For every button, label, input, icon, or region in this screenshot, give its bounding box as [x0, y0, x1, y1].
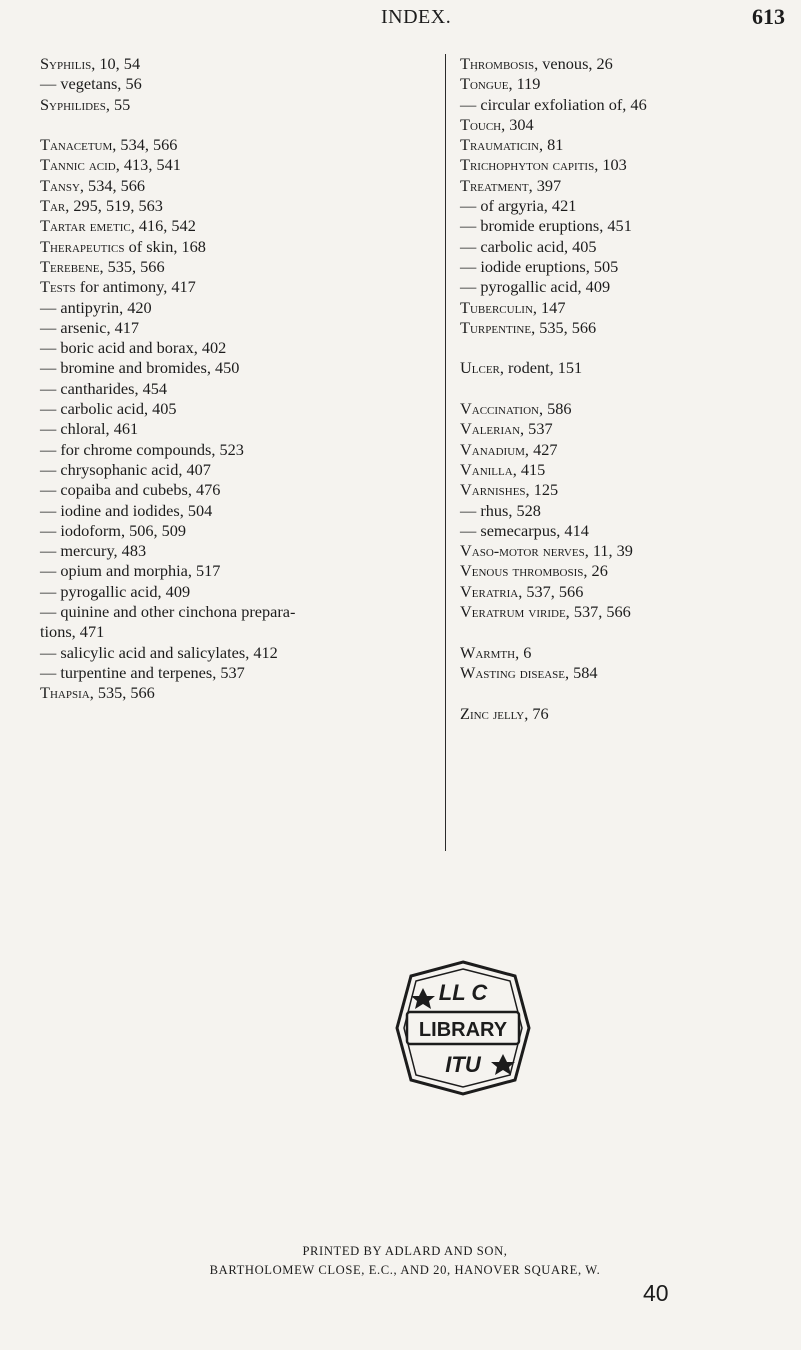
- index-entry: [460, 74, 790, 94]
- index-term: Varnishes: [460, 480, 526, 500]
- index-entry: [460, 54, 790, 74]
- library-stamp-icon: [393, 958, 533, 1098]
- index-subentry: — quinine and other cinchona prepara-: [40, 602, 296, 622]
- index-entry: [460, 176, 790, 196]
- index-entry: [460, 155, 790, 175]
- index-subentry: — copaiba and cubebs, 476: [40, 480, 221, 500]
- index-locator: , 81: [539, 135, 564, 155]
- index-entry: [460, 480, 790, 500]
- entry-gap: [40, 115, 430, 135]
- index-subentry: — rhus, 528: [460, 500, 541, 520]
- index-entry: [460, 643, 790, 663]
- index-locator: , 427: [524, 439, 558, 459]
- index-entry: [40, 155, 430, 175]
- index-term: Zinc jelly: [460, 703, 525, 723]
- index-subentry: — bromide eruptions, 451: [460, 216, 632, 236]
- index-term: Ulcer: [460, 358, 500, 378]
- index-term: Vaso-motor nerves: [460, 541, 585, 561]
- index-entry: [40, 135, 430, 155]
- index-entry: [460, 399, 790, 419]
- index-subentry: — iodide eruptions, 505: [460, 256, 619, 276]
- index-subentry: — pyrogallic acid, 409: [460, 277, 611, 297]
- index-term: Trichophyton capitis: [460, 155, 595, 175]
- index-locator: , 103: [594, 155, 627, 175]
- index-term: Tuberculin: [460, 297, 533, 317]
- index-entry: [40, 683, 430, 703]
- index-locator: , 535, 566: [99, 256, 165, 276]
- index-term: Vaccination: [460, 399, 539, 419]
- entry-gap: [460, 338, 790, 358]
- entry-gap: [460, 683, 790, 703]
- index-subentry: — boric acid and borax, 402: [40, 338, 227, 358]
- index-locator: , 537: [520, 419, 553, 439]
- index-term: Tar: [40, 196, 66, 216]
- library-stamp: [393, 958, 533, 1098]
- index-subentry: — semecarpus, 414: [460, 520, 589, 540]
- index-locator: , 416, 542: [130, 216, 196, 236]
- index-subentry: — antipyrin, 420: [40, 297, 152, 317]
- index-locator: , 584: [565, 662, 598, 682]
- index-entry: [460, 318, 790, 338]
- index-entry: [460, 582, 790, 602]
- stamp-star-icon: [411, 988, 435, 1009]
- index-locator: , 55: [105, 94, 131, 114]
- index-term: Veratrum viride: [460, 602, 566, 622]
- index-entry: [460, 663, 790, 683]
- index-locator: of skin, 168: [124, 236, 206, 256]
- index-locator: , 11, 39: [584, 541, 633, 561]
- index-term: Traumaticin: [460, 135, 540, 155]
- index-entry: [460, 135, 790, 155]
- entry-gap: [460, 622, 790, 642]
- index-locator: , 26: [583, 561, 608, 581]
- index-term: Syphilis: [40, 54, 92, 73]
- index-locator: , 413, 541: [115, 155, 181, 175]
- page-header: [0, 0, 801, 40]
- index-locator: , 125: [525, 480, 559, 500]
- printer-imprint: [40, 1242, 770, 1280]
- index-column-left: [40, 54, 430, 704]
- stamp-top-text: LL C: [438, 980, 488, 1005]
- index-entry: [40, 95, 430, 115]
- index-term: Turpentine: [460, 317, 532, 337]
- index-term: Vanadium: [460, 439, 525, 459]
- index-locator: , 535, 566: [531, 317, 597, 337]
- index-subentry: — chloral, 461: [40, 419, 139, 439]
- index-locator: , 586: [538, 399, 572, 419]
- page-number: 613: [752, 4, 785, 29]
- index-subentry: — opium and morphia, 517: [40, 561, 221, 581]
- index-subentry: — circular exfoliation of, 46: [460, 94, 647, 114]
- index-locator: , 537, 566: [565, 602, 631, 622]
- index-locator: , 397: [528, 175, 562, 195]
- index-locator: , 534, 566: [112, 135, 178, 155]
- index-column-right: [460, 54, 790, 724]
- index-subentry: — iodine and iodides, 504: [40, 500, 213, 520]
- index-entry: [460, 115, 790, 135]
- index-entry: [460, 460, 790, 480]
- index-locator: , 295, 519, 563: [65, 196, 163, 216]
- printer-line-1: PRINTED BY ADLARD AND SON,: [302, 1244, 508, 1258]
- index-locator: for antimony, 417: [75, 277, 196, 297]
- index-subentry: — turpentine and terpenes, 537: [40, 662, 245, 682]
- index-term: Venous thrombosis: [460, 561, 584, 581]
- index-entry: [40, 237, 430, 257]
- running-head: INDEX.: [381, 6, 452, 28]
- index-subentry: — cantharides, 454: [40, 378, 168, 398]
- index-locator: , 534, 566: [79, 175, 146, 195]
- index-entry: [40, 257, 430, 277]
- index-term: Tannic acid: [40, 155, 116, 175]
- index-subentry: — bromine and bromides, 450: [40, 358, 240, 378]
- index-entry: [460, 298, 790, 318]
- printer-line-2: BARTHOLOMEW CLOSE, E.C., AND 20, HANOVER SQUARE, W.: [209, 1263, 601, 1277]
- entry-gap: [460, 379, 790, 399]
- index-subentry: — salicylic acid and salicylates, 412: [40, 642, 278, 662]
- index-term: Thrombosis: [460, 54, 535, 73]
- index-term: Tanacetum: [40, 135, 113, 155]
- index-term: Tests: [40, 277, 76, 297]
- index-term: Thapsia: [40, 683, 90, 703]
- index-locator: , 6: [515, 642, 532, 662]
- index-term: Tartar emetic: [40, 216, 131, 236]
- index-term: Syphilides: [40, 94, 106, 114]
- stamp-bottom-text: ITU: [445, 1052, 481, 1077]
- index-subentry: — pyrogallic acid, 409: [40, 581, 191, 601]
- index-term: Wasting disease: [460, 662, 565, 682]
- index-entry: [460, 602, 790, 622]
- index-locator: , 147: [532, 297, 566, 317]
- index-term: Vanilla: [460, 459, 513, 479]
- index-entry: [40, 277, 430, 297]
- index-entry: [460, 358, 790, 378]
- index-subentry: — chrysophanic acid, 407: [40, 459, 211, 479]
- index-term: Warmth: [460, 642, 516, 662]
- index-term: Terebene: [40, 256, 100, 276]
- index-term: Tansy: [40, 175, 80, 195]
- index-entry: [460, 440, 790, 460]
- index-term: Tongue: [460, 74, 509, 94]
- index-subentry: — vegetans, 56: [40, 74, 142, 94]
- index-locator: , 76: [524, 703, 549, 723]
- index-entry: [40, 196, 430, 216]
- index-entry: [460, 704, 790, 724]
- index-locator: , 537, 566: [518, 581, 584, 601]
- index-subentry: — for chrome compounds, 523: [40, 439, 244, 459]
- index-subentry: — arsenic, 417: [40, 317, 140, 337]
- index-locator: , rodent, 151: [499, 358, 583, 378]
- index-term: Valerian: [460, 419, 521, 439]
- stamp-middle-text: LIBRARY: [418, 1019, 508, 1041]
- index-entry-continuation: tions, 471: [40, 622, 105, 642]
- index-entry: [40, 216, 430, 236]
- index-term: Treatment: [460, 175, 529, 195]
- index-subentry: — of argyria, 421: [460, 196, 577, 216]
- index-subentry: — iodoform, 506, 509: [40, 520, 187, 540]
- index-locator: , 119: [508, 74, 541, 94]
- index-locator: , 10, 54: [91, 54, 141, 73]
- column-divider: [445, 54, 446, 851]
- index-term: Veratria: [460, 581, 519, 601]
- index-locator: , 304: [501, 114, 534, 134]
- folio-number: 40: [643, 1280, 669, 1306]
- index-subentry: — carbolic acid, 405: [40, 399, 177, 419]
- index-entry: [460, 419, 790, 439]
- index-locator: , 415: [512, 459, 546, 479]
- index-subentry: — mercury, 483: [40, 541, 147, 561]
- index-entry: [460, 561, 790, 581]
- index-term: Touch: [460, 114, 502, 134]
- index-entry: [40, 54, 430, 74]
- index-term: Therapeutics: [40, 236, 125, 256]
- index-entry: [460, 541, 790, 561]
- index-locator: , 535, 566: [89, 683, 155, 703]
- index-entry: [40, 176, 430, 196]
- index-subentry: — carbolic acid, 405: [460, 236, 597, 256]
- index-locator: , venous, 26: [534, 54, 613, 73]
